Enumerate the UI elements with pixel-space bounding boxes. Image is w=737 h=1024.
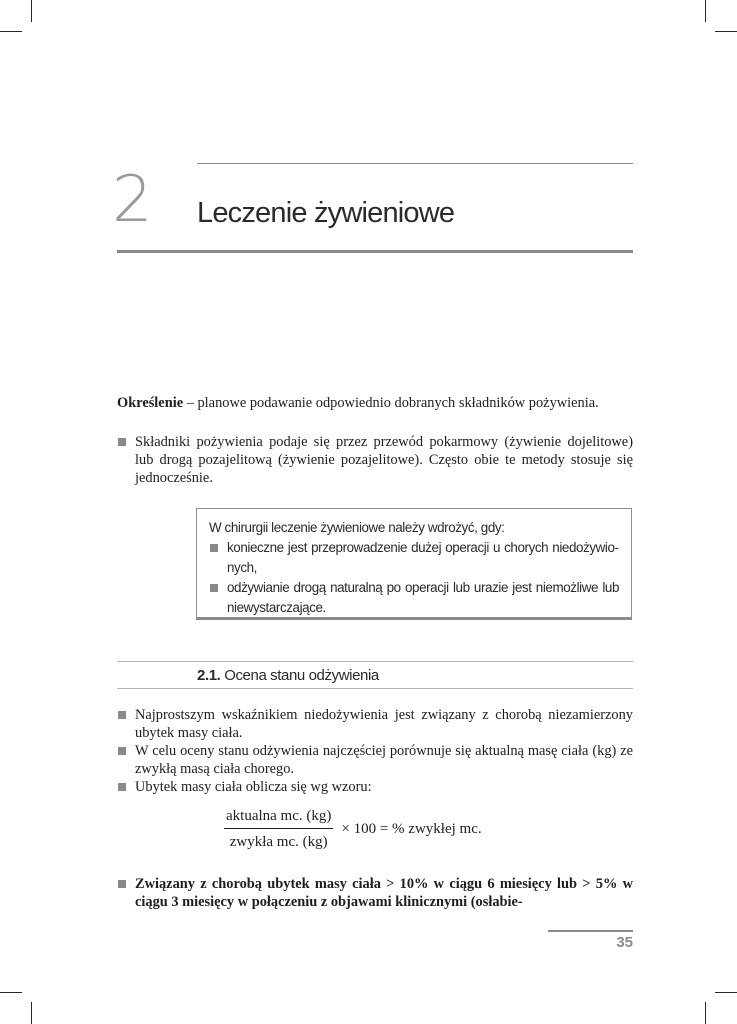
chapter-number: 2 [112, 163, 151, 237]
section-bottom-rule [117, 688, 633, 689]
crop-mark [31, 1002, 32, 1024]
formula-rest: × 100 = % zwykłej mc. [341, 821, 482, 837]
section-bullet-list [117, 706, 633, 796]
intro-bullet-list [117, 433, 633, 487]
list-item-text: konieczne jest przeprowadzenie dużej operacji u chorych niedożywionych, [227, 540, 619, 575]
list-item-text: W celu oceny stanu odżywienia najczęściej porównuje się aktualną masę ciała (kg) ze zwykłą masą ciała chorego. [135, 743, 633, 777]
footer-rule [548, 930, 633, 932]
section-number: 2.1. [197, 667, 221, 684]
list-item [209, 538, 619, 578]
crop-mark [715, 992, 737, 993]
info-box [196, 508, 632, 620]
square-bullet-icon [118, 783, 126, 791]
definition-term: Określenie [117, 395, 184, 411]
info-box-intro: W chirurgii leczenie żywieniowe należy wdrożyć, gdy: [209, 520, 505, 535]
list-item-text: Ubytek masy ciała oblicza się wg wzoru: [135, 779, 372, 795]
chapter-title: Leczenie żywieniowe [197, 197, 455, 229]
formula-fraction [224, 808, 333, 851]
list-item [209, 578, 619, 618]
crop-mark [705, 0, 706, 22]
list-item [117, 706, 633, 742]
square-bullet-icon [118, 747, 126, 755]
crop-mark [705, 1002, 706, 1024]
crop-mark [0, 31, 22, 32]
square-bullet-icon [118, 880, 126, 888]
square-bullet-icon [210, 544, 218, 552]
section-title [197, 665, 379, 687]
section-title-text: Ocena stanu odżywienia [220, 667, 379, 684]
definition-text: – planowe podawanie odpowiednio dobranych składników pożywienia. [183, 395, 599, 411]
definition-paragraph [117, 394, 633, 412]
chapter-top-rule [197, 163, 633, 164]
crop-mark [0, 992, 22, 993]
square-bullet-icon [210, 584, 218, 592]
formula-numerator: aktualna mc. (kg) [224, 808, 333, 829]
list-item-text: Składniki pożywienia podaje się przez przewód pokarmowy (żywienie dojelitowe) lub drogą pozajelitową (żywienie pozajelitowe). Często obie te metody stosuje się jednocześnie. [135, 434, 633, 486]
list-item [117, 433, 633, 487]
weight-loss-formula [224, 808, 482, 851]
section-top-rule [117, 661, 633, 662]
formula-denominator: zwykła mc. (kg) [229, 834, 328, 850]
list-item [117, 742, 633, 778]
chapter-bottom-rule [117, 250, 633, 253]
crop-mark [715, 31, 737, 32]
list-item [117, 778, 633, 796]
crop-mark [31, 0, 32, 22]
list-item-text: odżywianie drogą naturalną po operacji lub urazie jest niemożliwe lub niewystarczające. [227, 580, 619, 615]
list-item-text: Związany z chorobą ubytek masy ciała > 10% w ciągu 6 miesięcy lub > 5% w ciągu 3 miesięcy w połączeniu z objawami klinicznymi (osłabie- [135, 876, 633, 910]
page-number: 35 [616, 934, 633, 951]
list-item [117, 875, 633, 911]
square-bullet-icon [118, 438, 126, 446]
square-bullet-icon [118, 711, 126, 719]
final-bullet-list [117, 875, 633, 911]
list-item-text: Najprostszym wskaźnikiem niedożywienia jest związany z chorobą niezamierzony ubytek masy ciała. [135, 707, 633, 741]
